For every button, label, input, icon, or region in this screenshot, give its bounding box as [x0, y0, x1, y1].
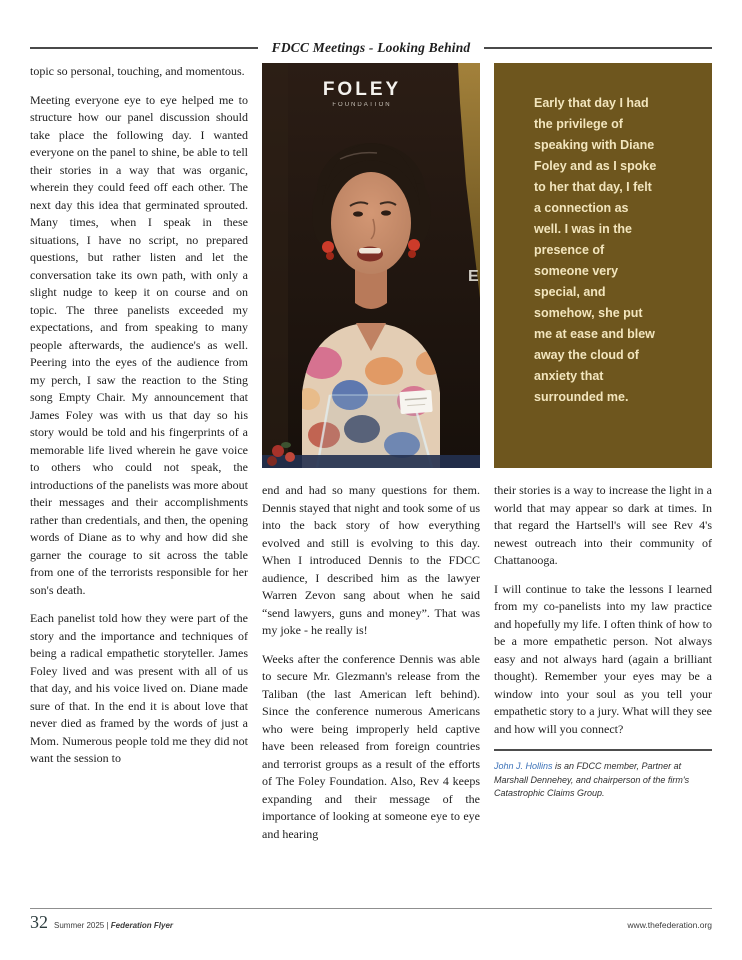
- middle-column: [262, 63, 480, 854]
- issue-date: Summer 2025 |: [54, 921, 111, 930]
- article-body: [30, 63, 712, 854]
- bio-divider: [494, 749, 712, 751]
- body-paragraph: their stories is a way to increase the light in a world that may appear so dark at times. In that regard the Hartsell's will see Rev 4's newest outreach into their community of Chattanooga.: [494, 483, 712, 567]
- body-paragraph: Each panelist told how they were part of the story and the importance and techniques of being a radical empathetic storyteller. James Foley lived and was present with all of us that day, and his voice lived on. Diane made sure of that. In the end it is about love that never died as framed by the words of just a Mom. Numerous people told me they did not want the session to: [30, 611, 248, 765]
- right-column: [494, 63, 712, 854]
- partial-banner-letter: E: [468, 268, 479, 285]
- left-column: [30, 63, 248, 854]
- body-paragraph: I will continue to take the lessons I learned from my co-panelists into my law practice and hopefully my life. I often think of how to be a more empathetic person. Not always easy and not always hard (again a brilliant thought). Remember your eyes may be a window into your soul as you tell your empathetic story to a jury. What will they see and how will you connect?: [494, 581, 712, 736]
- name-card: [399, 390, 432, 414]
- body-paragraph: topic so personal, touching, and momentous.: [30, 64, 245, 78]
- foley-banner-text: FOLEY: [322, 79, 402, 100]
- stage-curtain-shade: [262, 63, 288, 468]
- speaker-photo: [262, 63, 480, 468]
- author-bio-text: is an FDCC member, Partner at Marshall Dennehey, and chairperson of the firm's Catastrophic Claims Group.: [494, 761, 690, 798]
- speaker-eye-left: [353, 211, 363, 216]
- header-rule-left: [30, 47, 258, 49]
- foley-banner-subtext: FOUNDATION: [332, 102, 392, 108]
- footer-rule: [30, 908, 712, 909]
- body-paragraph: Meeting everyone eye to eye helped me to structure how our panel discussion should take place the following day. I wanted everyone on the panel to shine, be able to tell their stories in a way that was organic, wherein they could feed off each other. The next day this idea that germinated sprouted. Many times, when I speak in these situations, I have no script, no prepared questions, but rather listen and let the conversation take its own path, with only a slight nudge to keep it on course and on topic. The three panelists exceeded my expectations, and from speaking to many people afterwards, the audience's as well. Peering into the eyes of the audience from my perch, I saw the reaction to the Sting song Empty Chair. My announcement that James Foley was with us that day so his story would be told and his fingerprints of a memorable life lived wherein he gave voice to others who could not speak, the introductions of the panelists was more about their messages and their accomplishments rather than credentials, and then, the opening words of Diane as to why and how did she garner the courage to sit across the table from one of the terrorists responsible for her son's death.: [30, 92, 248, 597]
- publication-name: Federation Flyer: [110, 921, 174, 930]
- author-name-link[interactable]: John J. Hollins: [494, 761, 553, 771]
- page-number: 32: [30, 912, 48, 932]
- issue-label: [54, 921, 173, 930]
- website-link[interactable]: www.thefederation.org: [627, 920, 712, 930]
- page-header: [30, 40, 712, 56]
- pull-quote-box: [494, 63, 712, 468]
- speaker-eye-right: [381, 210, 391, 215]
- pull-quote-text: Early that day I had the privilege of speaking with Diane Foley and as I spoke to her that day, I felt a connection as well. I was in the presence of someone very special, and somehow, she put me at ease and blew away the cloud of anxiety that surrounded me.: [534, 96, 657, 404]
- body-paragraph: end and had so many questions for them. Dennis stayed that night and took some of us into the back story of how everything evolved and still is evolving to this day. When I introduced Dennis to the FDCC audience, I described him as the lawyer Warren Zevon sang about when he said “send lawyers, guns and money”. That was my joke - he really is!: [262, 483, 480, 637]
- author-bio: [494, 760, 712, 801]
- page-title: FDCC Meetings - Looking Behind: [271, 40, 471, 55]
- body-paragraph: Weeks after the conference Dennis was able to secure Mr. Glezmann's release from the Taliban (the last American left behind). Since the conference numerous Americans who were being improperly held captive have been released from foreign countries and terrorist groups as a result of the efforts of The Foley Foundation. Also, Rev 4 keeps expanding and their message of the importance of looking at someone eye to eye and hearing: [262, 651, 480, 841]
- page-footer: [30, 912, 712, 933]
- footer-left: [30, 912, 173, 933]
- speaker-teeth: [359, 248, 381, 254]
- header-rule-right: [484, 47, 712, 49]
